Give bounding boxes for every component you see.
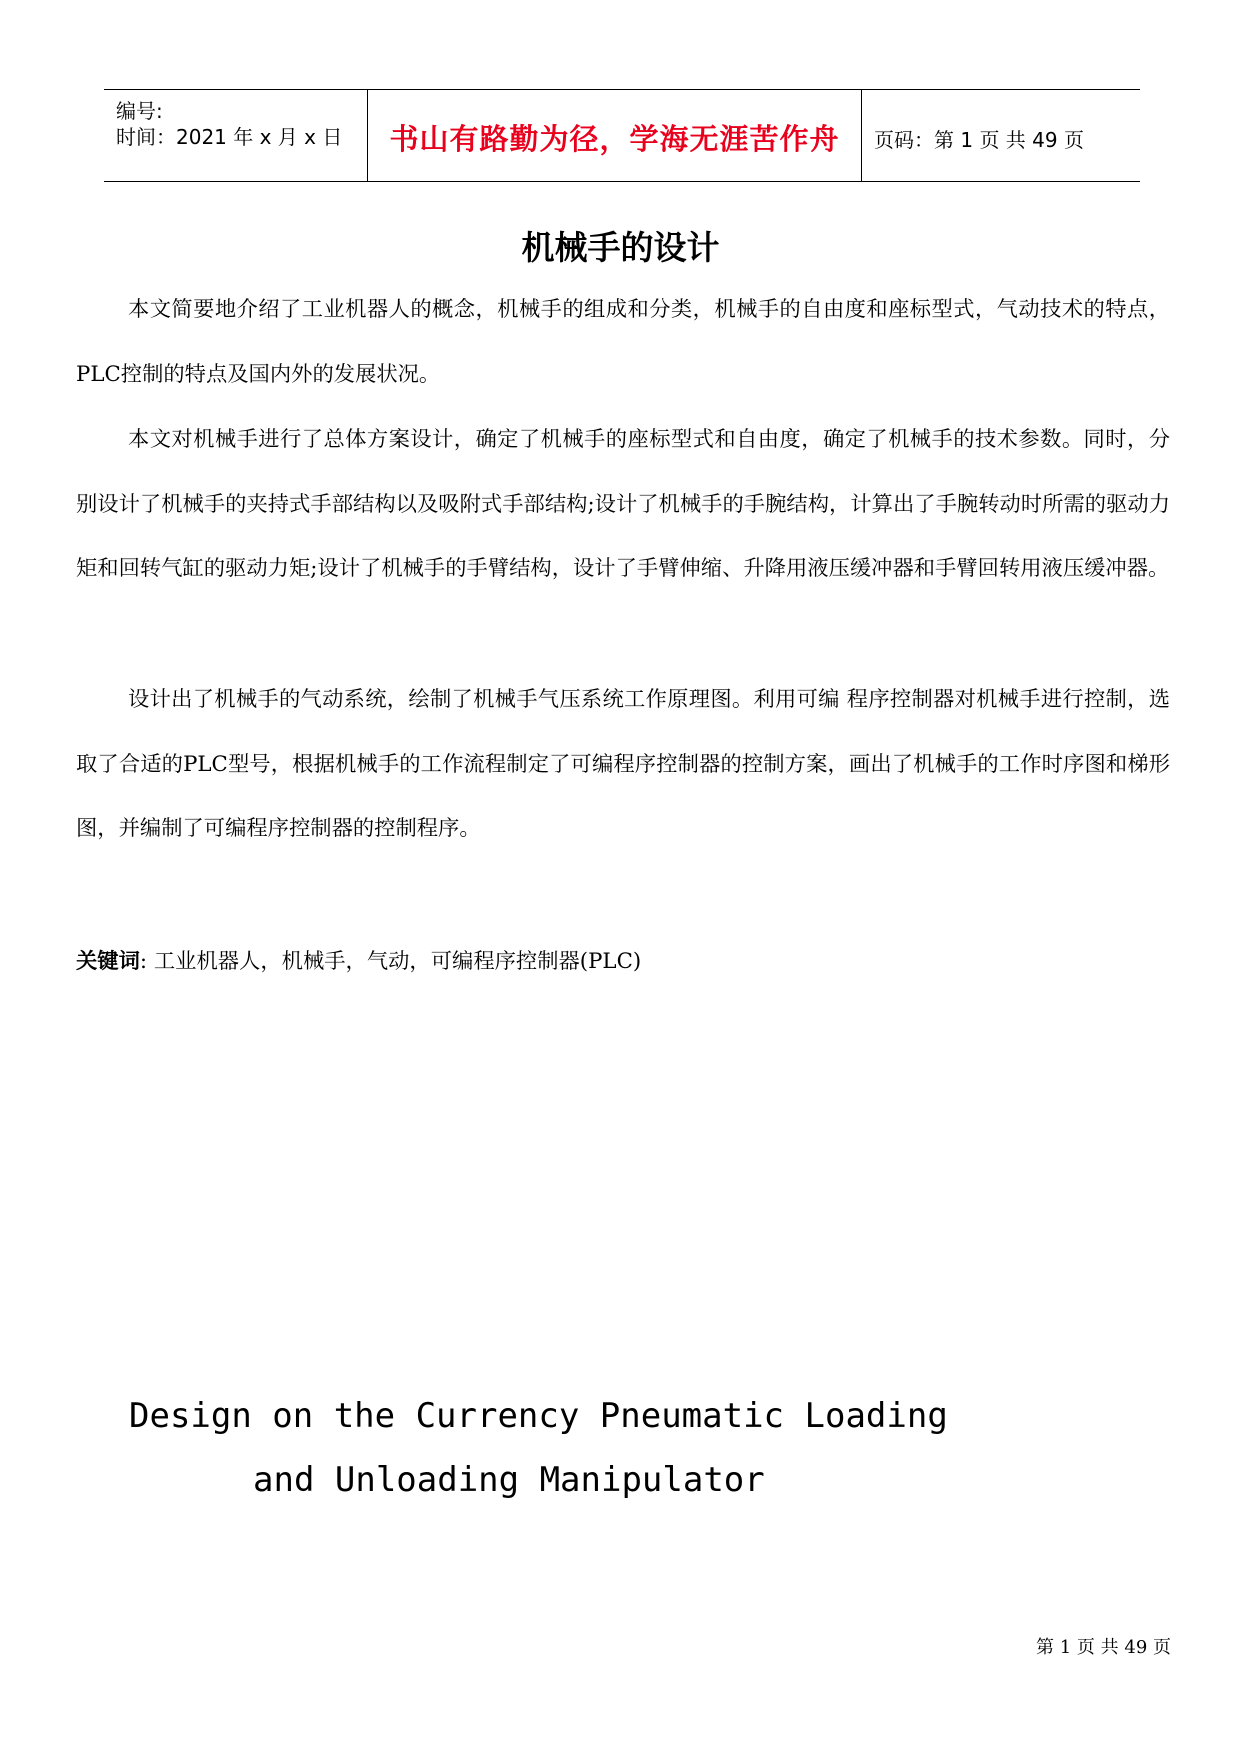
english-title-line-2: and Unloading Manipulator [253,1460,765,1500]
abstract-paragraph-1: 本文简要地介绍了工业机器人的概念，机械手的组成和分类，机械手的自由度和座标型式，气动技术的特点，PLC控制的特点及国内外的发展状况。 [76,297,1170,387]
time-label: 时间：2021 年 x 月 x 日 [116,125,343,149]
motto-text: 书山有路勤为径，学海无涯苦作舟 [389,122,840,156]
document-title: 机械手的设计 [521,228,720,267]
header-info-cell [104,90,368,181]
keywords-line [76,944,641,975]
number-label: 编号: [116,99,163,123]
header-page-cell [862,90,1140,181]
abstract-paragraph-2: 本文对机械手进行了总体方案设计，确定了机械手的座标型式和自由度，确定了机械手的技术参数。同时，分别设计了机械手的夹持式手部结构以及吸附式手部结构;设计了机械手的手腕结构，计算出了手腕转动时所需的驱动力矩和回转气缸的驱动力矩;设计了机械手的手臂结构，设计了手臂伸缩、升降用液压缓冲器和手臂回转用液压缓冲器。 [76,427,1170,581]
header-motto-cell [368,90,862,181]
keywords-label: 关键词 [76,949,140,974]
keywords-separator: : [139,949,154,974]
keywords-text: 工业机器人，机械手，气动，可编程序控制器(PLC) [153,949,642,974]
header-table [104,89,1140,182]
page-footer: 第 1 页 共 49 页 [1036,1637,1171,1658]
abstract-paragraph-3: 设计出了机械手的气动系统，绘制了机械手气压系统工作原理图。利用可编 程序控制器对机械手进行控制，选取了合适的PLC型号，根据机械手的工作流程制定了可编程序控制器的控制方案，画出了机械手的工作时序图和梯形图，并编制了可编程序控制器的控制程序。 [76,687,1170,841]
english-title-line-1: Design on the Currency Pneumatic Loading [129,1396,948,1436]
page-code: 页码：第 1 页 共 49 页 [874,128,1084,152]
